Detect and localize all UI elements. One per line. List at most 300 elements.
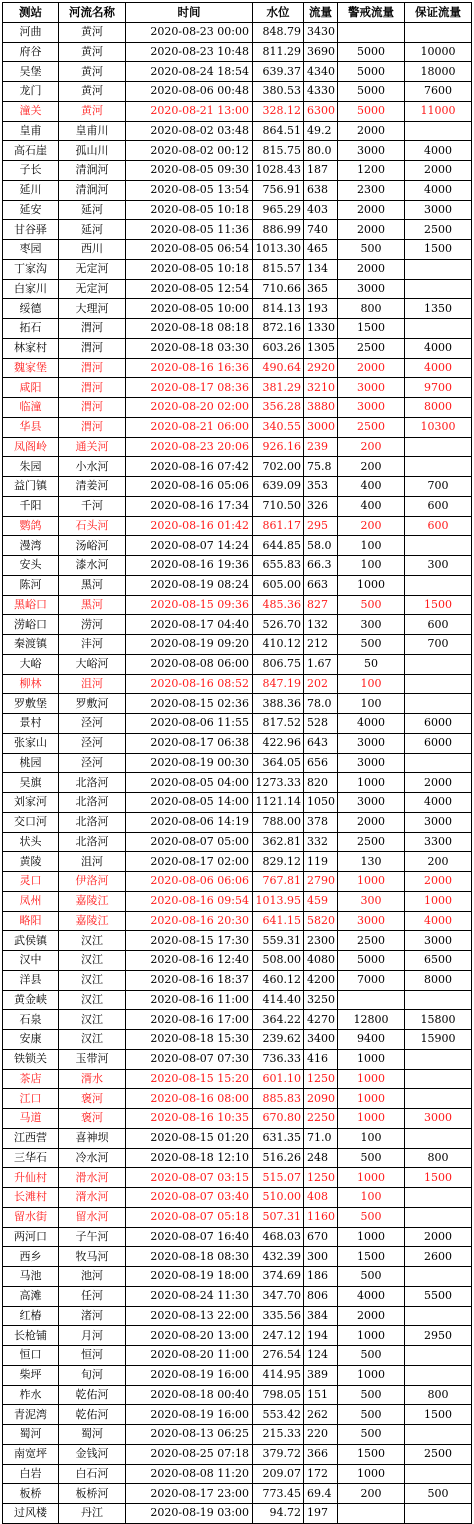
cell-warning-flow: 500 xyxy=(338,1385,405,1405)
table-row xyxy=(3,62,472,82)
cell-river: 大峪河 xyxy=(59,654,126,674)
cell-guarantee-flow xyxy=(405,1464,472,1484)
cell-level: 710.66 xyxy=(253,279,304,299)
cell-guarantee-flow xyxy=(405,575,472,595)
table-row xyxy=(3,200,472,220)
cell-level: 710.50 xyxy=(253,496,304,516)
cell-warning-flow: 130 xyxy=(338,852,405,872)
table-row xyxy=(3,733,472,753)
cell-river: 罗敷河 xyxy=(59,694,126,714)
cell-time: 2020-08-17 06:38 xyxy=(126,733,253,753)
cell-level: 422.96 xyxy=(253,733,304,753)
cell-station: 柴坪 xyxy=(3,1365,59,1385)
cell-guarantee-flow xyxy=(405,1089,472,1109)
cell-time: 2020-08-16 16:36 xyxy=(126,358,253,378)
cell-river: 小水河 xyxy=(59,457,126,477)
cell-time: 2020-08-06 11:55 xyxy=(126,714,253,734)
cell-level: 364.05 xyxy=(253,753,304,773)
table-row xyxy=(3,1484,472,1504)
table-row xyxy=(3,1010,472,1030)
cell-warning-flow: 3000 xyxy=(338,279,405,299)
cell-station: 益门镇 xyxy=(3,477,59,497)
cell-river: 玉带河 xyxy=(59,1049,126,1069)
cell-warning-flow: 400 xyxy=(338,496,405,516)
cell-warning-flow: 100 xyxy=(338,1128,405,1148)
cell-level: 276.54 xyxy=(253,1346,304,1366)
cell-guarantee-flow xyxy=(405,1346,472,1366)
cell-time: 2020-08-18 08:30 xyxy=(126,1247,253,1267)
cell-warning-flow: 4000 xyxy=(338,1286,405,1306)
cell-level: 247.12 xyxy=(253,1326,304,1346)
cell-level: 1121.14 xyxy=(253,793,304,813)
cell-river: 恒河 xyxy=(59,1346,126,1366)
table-row xyxy=(3,1109,472,1129)
cell-warning-flow: 3000 xyxy=(338,378,405,398)
cell-guarantee-flow: 8000 xyxy=(405,398,472,418)
cell-guarantee-flow: 7600 xyxy=(405,82,472,102)
cell-warning-flow: 3000 xyxy=(338,753,405,773)
cell-level: 601.10 xyxy=(253,1069,304,1089)
cell-time: 2020-08-15 17:30 xyxy=(126,931,253,951)
cell-time: 2020-08-24 11:30 xyxy=(126,1286,253,1306)
table-row xyxy=(3,694,472,714)
cell-warning-flow: 500 xyxy=(338,1346,405,1366)
cell-time: 2020-08-16 09:54 xyxy=(126,891,253,911)
table-row xyxy=(3,358,472,378)
cell-river: 北洛河 xyxy=(59,812,126,832)
cell-warning-flow: 3000 xyxy=(338,398,405,418)
cell-time: 2020-08-19 16:00 xyxy=(126,1405,253,1425)
table-row xyxy=(3,674,472,694)
cell-station: 红椿 xyxy=(3,1306,59,1326)
cell-warning-flow: 1000 xyxy=(338,1365,405,1385)
cell-time: 2020-08-21 13:00 xyxy=(126,101,253,121)
table-row xyxy=(3,536,472,556)
cell-guarantee-flow: 5500 xyxy=(405,1286,472,1306)
cell-station: 凤州 xyxy=(3,891,59,911)
cell-guarantee-flow xyxy=(405,259,472,279)
cell-station: 武侯镇 xyxy=(3,931,59,951)
cell-station: 丁家沟 xyxy=(3,259,59,279)
cell-flow: 3400 xyxy=(304,1030,338,1050)
cell-flow: 740 xyxy=(304,220,338,240)
cell-station: 鹦鸽 xyxy=(3,516,59,536)
cell-flow: 5820 xyxy=(304,911,338,931)
table-row xyxy=(3,437,472,457)
cell-guarantee-flow: 2000 xyxy=(405,773,472,793)
cell-warning-flow: 1000 xyxy=(338,1109,405,1129)
cell-river: 黑河 xyxy=(59,575,126,595)
table-row xyxy=(3,180,472,200)
cell-time: 2020-08-19 08:24 xyxy=(126,575,253,595)
cell-warning-flow: 500 xyxy=(338,1267,405,1287)
cell-station: 桃园 xyxy=(3,753,59,773)
cell-flow: 4200 xyxy=(304,970,338,990)
cell-warning-flow: 2500 xyxy=(338,338,405,358)
cell-guarantee-flow xyxy=(405,437,472,457)
cell-warning-flow: 2000 xyxy=(338,220,405,240)
cell-flow: 1250 xyxy=(304,1069,338,1089)
cell-guarantee-flow: 10300 xyxy=(405,417,472,437)
cell-level: 347.70 xyxy=(253,1286,304,1306)
cell-station: 陈河 xyxy=(3,575,59,595)
cell-flow: 202 xyxy=(304,674,338,694)
cell-flow: 638 xyxy=(304,180,338,200)
table-row xyxy=(3,1267,472,1287)
cell-level: 639.09 xyxy=(253,477,304,497)
cell-level: 1273.33 xyxy=(253,773,304,793)
cell-flow: 119 xyxy=(304,852,338,872)
table-row xyxy=(3,595,472,615)
cell-level: 559.31 xyxy=(253,931,304,951)
cell-station: 皇甫 xyxy=(3,121,59,141)
cell-guarantee-flow: 4000 xyxy=(405,180,472,200)
cell-river: 汉江 xyxy=(59,1010,126,1030)
cell-guarantee-flow: 600 xyxy=(405,496,472,516)
cell-river: 汉江 xyxy=(59,931,126,951)
cell-guarantee-flow xyxy=(405,1365,472,1385)
cell-flow: 172 xyxy=(304,1464,338,1484)
cell-warning-flow: 4000 xyxy=(338,714,405,734)
cell-guarantee-flow: 4000 xyxy=(405,358,472,378)
cell-flow: 239 xyxy=(304,437,338,457)
cell-warning-flow: 12800 xyxy=(338,1010,405,1030)
cell-river: 褒河 xyxy=(59,1089,126,1109)
cell-river: 孤山川 xyxy=(59,141,126,161)
cell-flow: 2920 xyxy=(304,358,338,378)
cell-river: 大理河 xyxy=(59,299,126,319)
table-row xyxy=(3,773,472,793)
cell-time: 2020-08-07 05:18 xyxy=(126,1207,253,1227)
cell-time: 2020-08-18 03:30 xyxy=(126,338,253,358)
cell-guarantee-flow: 1500 xyxy=(405,595,472,615)
header-level: 水位 xyxy=(253,3,304,23)
cell-river: 嘉陵江 xyxy=(59,891,126,911)
cell-guarantee-flow xyxy=(405,1267,472,1287)
table-row xyxy=(3,872,472,892)
cell-guarantee-flow: 4000 xyxy=(405,338,472,358)
cell-station: 留水街 xyxy=(3,1207,59,1227)
cell-level: 380.53 xyxy=(253,82,304,102)
cell-level: 926.16 xyxy=(253,437,304,457)
cell-station: 大峪 xyxy=(3,654,59,674)
cell-time: 2020-08-02 03:48 xyxy=(126,121,253,141)
cell-river: 伊洛河 xyxy=(59,872,126,892)
cell-river: 沮河 xyxy=(59,852,126,872)
cell-station: 龙门 xyxy=(3,82,59,102)
cell-level: 815.57 xyxy=(253,259,304,279)
cell-warning-flow: 5000 xyxy=(338,62,405,82)
cell-time: 2020-08-16 05:06 xyxy=(126,477,253,497)
cell-guarantee-flow xyxy=(405,1504,472,1524)
cell-level: 631.35 xyxy=(253,1128,304,1148)
cell-station: 秦渡镇 xyxy=(3,635,59,655)
cell-flow: 71.0 xyxy=(304,1128,338,1148)
cell-warning-flow: 500 xyxy=(338,1207,405,1227)
cell-station: 张家山 xyxy=(3,733,59,753)
cell-time: 2020-08-05 11:36 xyxy=(126,220,253,240)
cell-flow: 2250 xyxy=(304,1109,338,1129)
cell-river: 黄河 xyxy=(59,101,126,121)
cell-station: 高石崖 xyxy=(3,141,59,161)
table-row xyxy=(3,852,472,872)
cell-station: 咸阳 xyxy=(3,378,59,398)
cell-guarantee-flow: 1500 xyxy=(405,1405,472,1425)
cell-time: 2020-08-25 07:18 xyxy=(126,1444,253,1464)
cell-guarantee-flow xyxy=(405,1207,472,1227)
cell-river: 黄河 xyxy=(59,22,126,42)
cell-guarantee-flow xyxy=(405,1049,472,1069)
cell-time: 2020-08-17 23:00 xyxy=(126,1484,253,1504)
table-row xyxy=(3,1247,472,1267)
cell-flow: 459 xyxy=(304,891,338,911)
cell-level: 374.69 xyxy=(253,1267,304,1287)
cell-guarantee-flow xyxy=(405,536,472,556)
cell-flow: 3880 xyxy=(304,398,338,418)
cell-guarantee-flow xyxy=(405,1306,472,1326)
cell-warning-flow: 7000 xyxy=(338,970,405,990)
header-warning-flow: 警戒流量 xyxy=(338,3,405,23)
cell-time: 2020-08-20 11:00 xyxy=(126,1346,253,1366)
cell-level: 864.51 xyxy=(253,121,304,141)
cell-station: 临潼 xyxy=(3,398,59,418)
cell-station: 马道 xyxy=(3,1109,59,1129)
table-row xyxy=(3,82,472,102)
cell-station: 绥德 xyxy=(3,299,59,319)
cell-flow: 194 xyxy=(304,1326,338,1346)
cell-flow: 78.0 xyxy=(304,694,338,714)
cell-guarantee-flow xyxy=(405,121,472,141)
cell-river: 北洛河 xyxy=(59,793,126,813)
cell-guarantee-flow: 1000 xyxy=(405,891,472,911)
cell-level: 515.07 xyxy=(253,1168,304,1188)
cell-guarantee-flow: 3000 xyxy=(405,1109,472,1129)
cell-flow: 132 xyxy=(304,615,338,635)
cell-guarantee-flow xyxy=(405,457,472,477)
cell-station: 两河口 xyxy=(3,1227,59,1247)
table-row xyxy=(3,1188,472,1208)
table-row xyxy=(3,1069,472,1089)
cell-time: 2020-08-07 03:40 xyxy=(126,1188,253,1208)
table-row xyxy=(3,22,472,42)
cell-time: 2020-08-18 15:30 xyxy=(126,1030,253,1050)
cell-flow: 124 xyxy=(304,1346,338,1366)
cell-station: 茶店 xyxy=(3,1069,59,1089)
cell-level: 817.52 xyxy=(253,714,304,734)
cell-level: 468.03 xyxy=(253,1227,304,1247)
cell-level: 861.17 xyxy=(253,516,304,536)
cell-time: 2020-08-16 10:35 xyxy=(126,1109,253,1129)
table-row xyxy=(3,1326,472,1346)
cell-river: 皇甫川 xyxy=(59,121,126,141)
cell-time: 2020-08-16 17:00 xyxy=(126,1010,253,1030)
cell-river: 滑水河 xyxy=(59,1168,126,1188)
cell-station: 三华石 xyxy=(3,1148,59,1168)
cell-warning-flow: 9400 xyxy=(338,1030,405,1050)
cell-time: 2020-08-23 20:06 xyxy=(126,437,253,457)
cell-station: 黑峪口 xyxy=(3,595,59,615)
cell-warning-flow: 200 xyxy=(338,1484,405,1504)
cell-warning-flow: 1000 xyxy=(338,1049,405,1069)
table-row xyxy=(3,240,472,260)
cell-station: 灵口 xyxy=(3,872,59,892)
cell-flow: 3250 xyxy=(304,990,338,1010)
cell-flow: 1330 xyxy=(304,319,338,339)
cell-level: 432.39 xyxy=(253,1247,304,1267)
table-row xyxy=(3,575,472,595)
table-row xyxy=(3,1030,472,1050)
cell-flow: 75.8 xyxy=(304,457,338,477)
cell-warning-flow: 300 xyxy=(338,891,405,911)
cell-warning-flow: 100 xyxy=(338,556,405,576)
cell-guarantee-flow: 1350 xyxy=(405,299,472,319)
cell-station: 略阳 xyxy=(3,911,59,931)
cell-warning-flow: 1000 xyxy=(338,1168,405,1188)
cell-level: 641.15 xyxy=(253,911,304,931)
cell-level: 806.75 xyxy=(253,654,304,674)
table-row xyxy=(3,931,472,951)
cell-warning-flow: 2300 xyxy=(338,180,405,200)
cell-river: 汉江 xyxy=(59,970,126,990)
cell-flow: 820 xyxy=(304,773,338,793)
cell-guarantee-flow: 600 xyxy=(405,615,472,635)
table-row xyxy=(3,417,472,437)
cell-guarantee-flow: 10000 xyxy=(405,42,472,62)
cell-station: 石泉 xyxy=(3,1010,59,1030)
cell-station: 拓石 xyxy=(3,319,59,339)
cell-flow: 366 xyxy=(304,1444,338,1464)
cell-level: 335.56 xyxy=(253,1306,304,1326)
cell-river: 渭河 xyxy=(59,358,126,378)
cell-warning-flow: 1200 xyxy=(338,161,405,181)
cell-level: 510.00 xyxy=(253,1188,304,1208)
table-row xyxy=(3,259,472,279)
cell-river: 清涧河 xyxy=(59,180,126,200)
cell-guarantee-flow xyxy=(405,654,472,674)
cell-time: 2020-08-05 12:54 xyxy=(126,279,253,299)
cell-guarantee-flow xyxy=(405,1425,472,1445)
cell-flow: 4270 xyxy=(304,1010,338,1030)
table-row xyxy=(3,556,472,576)
cell-station: 朱园 xyxy=(3,457,59,477)
cell-level: 788.00 xyxy=(253,812,304,832)
cell-river: 喜神坝 xyxy=(59,1128,126,1148)
table-row xyxy=(3,1464,472,1484)
cell-time: 2020-08-19 09:20 xyxy=(126,635,253,655)
cell-river: 泾河 xyxy=(59,714,126,734)
cell-guarantee-flow: 6000 xyxy=(405,714,472,734)
table-row xyxy=(3,1128,472,1148)
cell-flow: 1050 xyxy=(304,793,338,813)
table-row xyxy=(3,42,472,62)
cell-river: 嘉陵江 xyxy=(59,911,126,931)
cell-station: 延川 xyxy=(3,180,59,200)
cell-time: 2020-08-15 09:36 xyxy=(126,595,253,615)
cell-station: 涝峪口 xyxy=(3,615,59,635)
cell-station: 过风楼 xyxy=(3,1504,59,1524)
cell-level: 702.00 xyxy=(253,457,304,477)
table-row xyxy=(3,220,472,240)
cell-level: 639.37 xyxy=(253,62,304,82)
cell-river: 留水河 xyxy=(59,1207,126,1227)
cell-station: 安头 xyxy=(3,556,59,576)
cell-warning-flow: 2000 xyxy=(338,358,405,378)
table-row xyxy=(3,161,472,181)
cell-time: 2020-08-15 01:20 xyxy=(126,1128,253,1148)
table-row xyxy=(3,1385,472,1405)
cell-station: 子长 xyxy=(3,161,59,181)
cell-time: 2020-08-06 00:48 xyxy=(126,82,253,102)
cell-station: 潼关 xyxy=(3,101,59,121)
cell-flow: 4080 xyxy=(304,951,338,971)
cell-flow: 416 xyxy=(304,1049,338,1069)
cell-guarantee-flow xyxy=(405,674,472,694)
cell-warning-flow: 1000 xyxy=(338,1069,405,1089)
table-row xyxy=(3,753,472,773)
cell-time: 2020-08-05 09:30 xyxy=(126,161,253,181)
cell-time: 2020-08-15 02:36 xyxy=(126,694,253,714)
cell-warning-flow: 100 xyxy=(338,694,405,714)
cell-flow: 262 xyxy=(304,1405,338,1425)
cell-guarantee-flow: 200 xyxy=(405,852,472,872)
cell-guarantee-flow: 2950 xyxy=(405,1326,472,1346)
cell-warning-flow: 500 xyxy=(338,635,405,655)
cell-guarantee-flow: 4000 xyxy=(405,141,472,161)
cell-river: 黑河 xyxy=(59,595,126,615)
cell-station: 河曲 xyxy=(3,22,59,42)
cell-time: 2020-08-17 02:00 xyxy=(126,852,253,872)
cell-flow: 378 xyxy=(304,812,338,832)
cell-river: 泾河 xyxy=(59,753,126,773)
cell-river: 无定河 xyxy=(59,259,126,279)
cell-warning-flow xyxy=(338,1504,405,1524)
cell-level: 410.12 xyxy=(253,635,304,655)
cell-river: 延河 xyxy=(59,220,126,240)
cell-flow: 4340 xyxy=(304,62,338,82)
cell-flow: 528 xyxy=(304,714,338,734)
cell-guarantee-flow xyxy=(405,1128,472,1148)
table-row xyxy=(3,101,472,121)
cell-flow: 643 xyxy=(304,733,338,753)
cell-time: 2020-08-19 18:00 xyxy=(126,1267,253,1287)
cell-guarantee-flow: 3000 xyxy=(405,200,472,220)
table-row xyxy=(3,398,472,418)
cell-level: 644.85 xyxy=(253,536,304,556)
cell-station: 华县 xyxy=(3,417,59,437)
table-row xyxy=(3,141,472,161)
cell-guarantee-flow xyxy=(405,279,472,299)
cell-time: 2020-08-08 11:20 xyxy=(126,1464,253,1484)
table-row xyxy=(3,970,472,990)
cell-level: 872.16 xyxy=(253,319,304,339)
cell-warning-flow: 1000 xyxy=(338,1227,405,1247)
cell-guarantee-flow: 700 xyxy=(405,635,472,655)
cell-time: 2020-08-16 08:52 xyxy=(126,674,253,694)
cell-flow: 66.3 xyxy=(304,556,338,576)
cell-guarantee-flow: 6500 xyxy=(405,951,472,971)
cell-river: 千河 xyxy=(59,496,126,516)
cell-flow: 389 xyxy=(304,1365,338,1385)
cell-warning-flow: 1000 xyxy=(338,773,405,793)
cell-time: 2020-08-16 08:00 xyxy=(126,1089,253,1109)
cell-river: 黄河 xyxy=(59,62,126,82)
cell-level: 886.99 xyxy=(253,220,304,240)
table-row xyxy=(3,812,472,832)
cell-flow: 1.67 xyxy=(304,654,338,674)
table-row xyxy=(3,990,472,1010)
table-row xyxy=(3,1227,472,1247)
cell-station: 青泥湾 xyxy=(3,1405,59,1425)
